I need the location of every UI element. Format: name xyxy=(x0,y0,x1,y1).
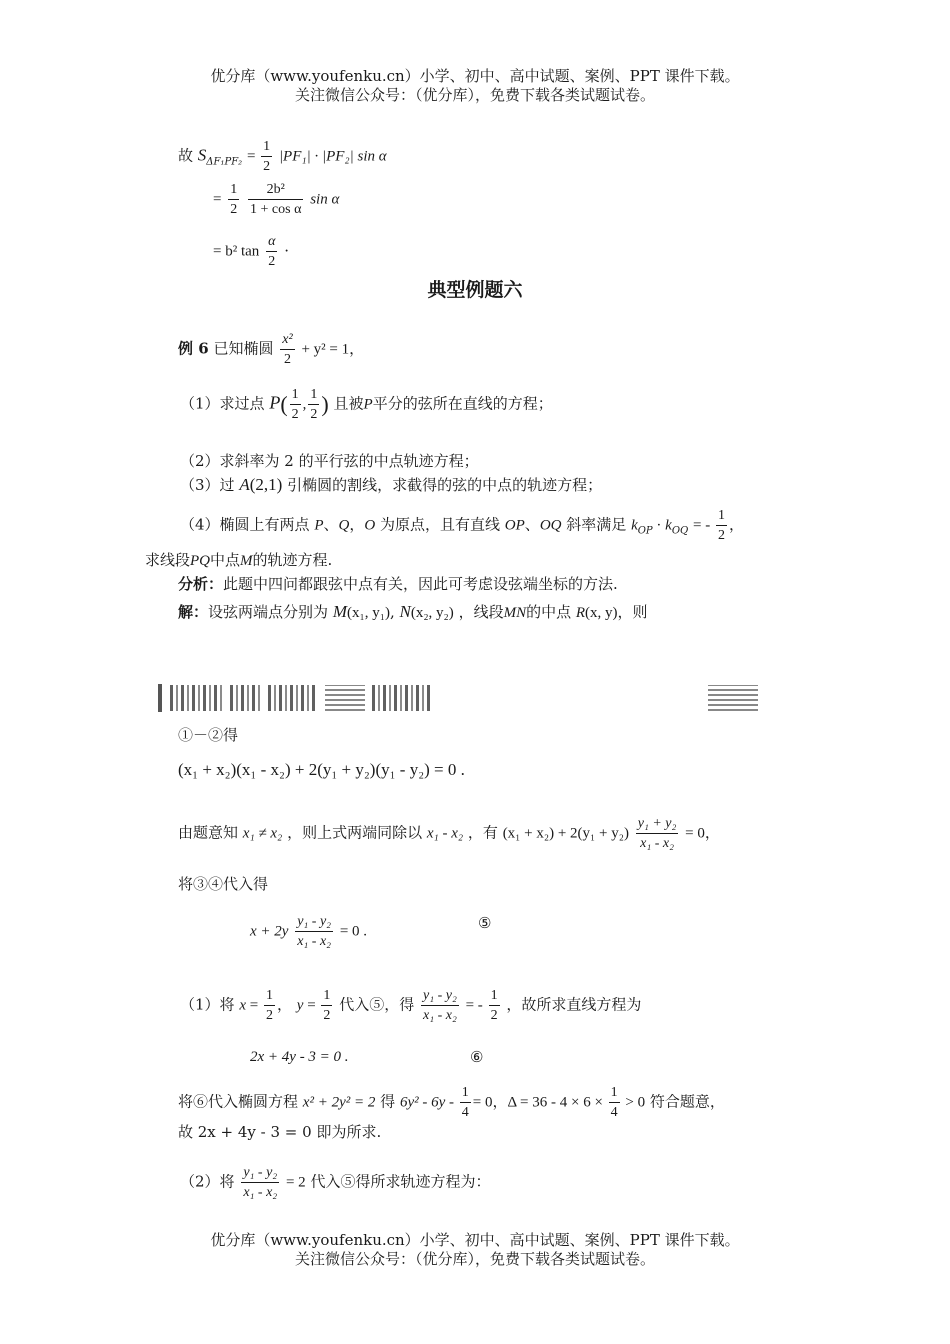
header-line-2: 关注微信公众号：（优分库），免费下载各类试题试卷。 xyxy=(294,86,655,104)
example-6: 例 6 已知椭圆 $\frac{\text{x²}}{2}$ + y² = 1， xyxy=(178,332,365,367)
prev-gu: 故 xyxy=(178,146,194,165)
marker-6: ⑥ xyxy=(470,1048,484,1066)
footer-line-1: 优分库（www.youfenku.cn）小学、初中、高中试题、案例、PPT 课件下载。 xyxy=(210,1231,740,1249)
part-1: （1）将 x = $\frac{1}{2}$ ， y = $\frac{1}{2}$ 代入⑤，得 $\frac{\text{y₁ - y₂}}{\text{x₁ - x₂}}$ = - $\frac{1}{2}$ ，故所求直线方程为 xyxy=(180,988,642,1023)
prev-line-1: 故 $S_{\Delta F_1PF_2}$ = $\frac{1}{2}$ |PF₁| · |PF₂| sin α xyxy=(178,139,387,174)
step-7: 故 2x + 4y - 3 = 0 即为所求. xyxy=(178,1123,382,1141)
prev-line-3: = b² tan $\frac{\alpha}{2}$ · xyxy=(213,234,289,269)
question-2: （2）求斜率为 2 的平行弦的中点轨迹方程； xyxy=(180,452,479,470)
analysis: 分析：此题中四问都跟弦中点有关，因此可考虑设弦端坐标的方法. xyxy=(178,575,618,593)
prev-half: $\frac{1}{2}$ xyxy=(263,139,271,174)
solution-intro: 解：设弦两端点分别为 M(x₁, y₁), N(x₂, y₂) ，线段MN的中点 R(x, y)，则 xyxy=(178,602,648,621)
example-text: 已知椭圆 xyxy=(213,339,274,358)
step-6: 将⑥代入椭圆方程 x² + 2y² = 2 得 6y² - 6y - $\frac{1}{4}$ = 0，Δ = 36 - 4 × 6 × $\frac{1}{4}$ > 0 符合题意， xyxy=(178,1085,725,1120)
footer-line-2: 关注微信公众号：（优分库），免费下载各类试题试卷。 xyxy=(294,1250,655,1268)
step-3: 将③④代入得 xyxy=(178,875,269,893)
question-3: （3）过 A(2,1) 引椭圆的割线，求截得的弦的中点的轨迹方程； xyxy=(180,475,603,494)
question-4: （4）椭圆上有两点 P、Q，O 为原点，且有直线 OP、OQ 斜率满足 $k_{OP} \cdot k_{OQ}$ = - $\frac{1}{2}$ ， xyxy=(180,508,745,543)
part-2: （2）将 $\frac{\text{y₁ - y₂}}{\text{x₁ - x₂}}$ = 2 代入⑤得所求轨迹方程为： xyxy=(180,1165,491,1200)
step-1: ①－②得 xyxy=(178,726,239,744)
example-label: 例 6 xyxy=(178,339,209,358)
prev-frac-2b2: $\frac{\text{2b²}}{\text{1 + cos α}}$ xyxy=(250,182,302,217)
marker-5: ⑤ xyxy=(478,914,492,932)
equation-5: x + 2y $\frac{\text{y₁ - y₂}}{\text{x₁ - x₂}}$ = 0 . xyxy=(250,914,368,949)
equation-1: (x₁ + x₂)(x₁ - x₂) + 2(y₁ + y₂)(y₁ - y₂) = 0 . xyxy=(178,760,465,779)
question-1: （1）求过点 P( $\frac{1}{2}$ , $\frac{1}{2}$ ) 且被P平分的弦所在直线的方程； xyxy=(180,387,553,422)
step-2: 由题意知 x₁ ≠ x₂ ，则上式两端同除以 x₁ - x₂ ，有 (x₁ + x₂) + 2(y₁ + y₂) $\frac{\text{y₁ + y₂}}{\text{x₁ - x₂}}$ = 0， xyxy=(178,816,720,851)
equation-6: 2x + 4y - 3 = 0 . xyxy=(250,1049,349,1065)
question-4-line-2: 求线段PQ中点M的轨迹方程. xyxy=(145,551,333,569)
prev-line-2: = $\frac{1}{2}$ $\frac{\text{2b²}}{\text{1 + cos α}}$ sin α xyxy=(213,182,340,217)
header-line-1: 优分库（www.youfenku.cn）小学、初中、高中试题、案例、PPT 课件下载。 xyxy=(210,67,740,85)
section-title: 典型例题六 xyxy=(427,279,523,301)
